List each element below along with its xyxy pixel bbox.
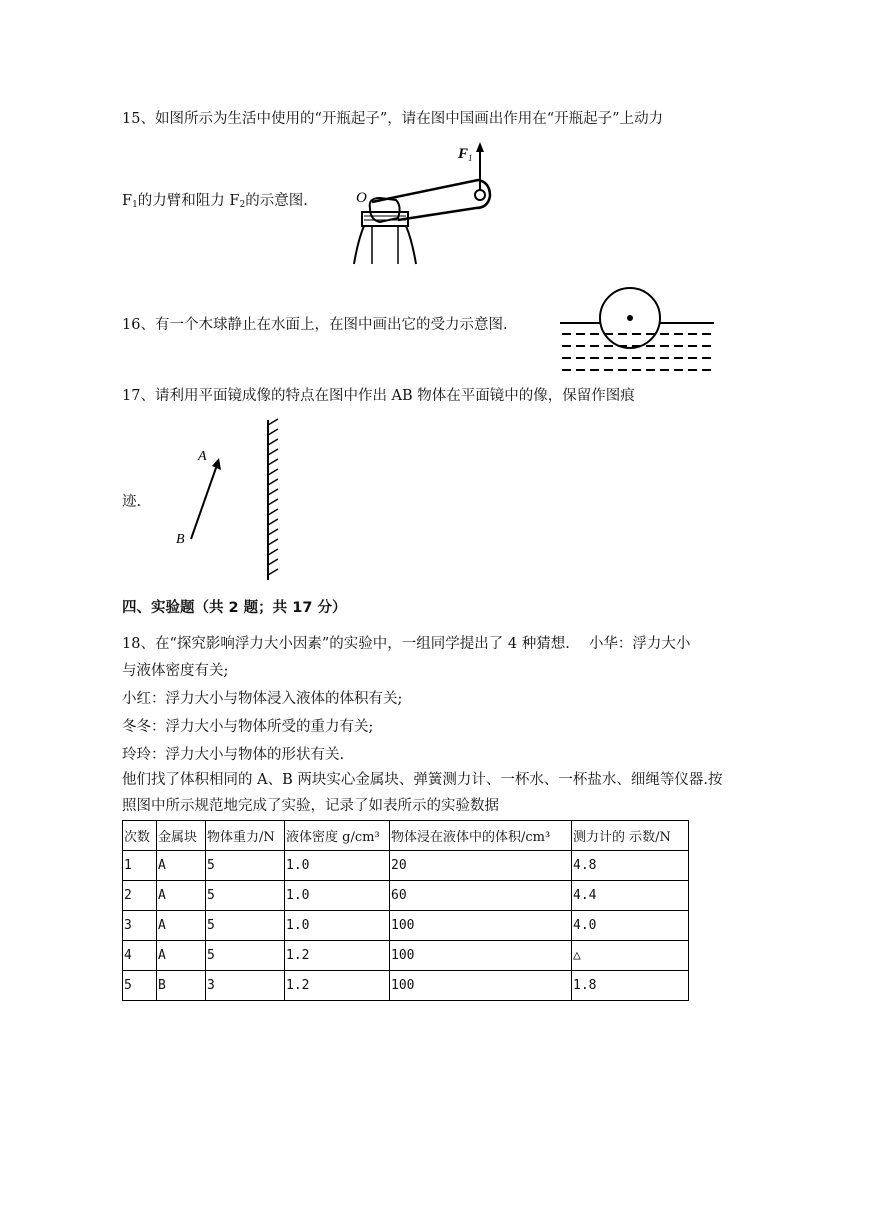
q15-f1-symbol: F: [122, 193, 133, 209]
table-cell: 100: [390, 941, 572, 971]
table-cell: 4.8: [572, 851, 689, 881]
table-header-cell: 物体浸在液体中的体积/cm³: [390, 821, 572, 851]
table-cell: 60: [390, 881, 572, 911]
table-row: [123, 881, 689, 911]
table-cell: A: [157, 911, 206, 941]
table-cell: 3: [123, 911, 157, 941]
table-row: [123, 851, 689, 881]
table-cell: 1.0: [285, 851, 390, 881]
q18-line-2: 小红：浮力大小与物体浸入液体的体积有关;: [122, 691, 403, 707]
figure-label-b: B: [176, 532, 185, 547]
table-header-cell: 次数: [123, 821, 157, 851]
q15-f1-subscript: 1: [132, 200, 138, 210]
table-cell: 1.2: [285, 971, 390, 1001]
table-cell: 1: [123, 851, 157, 881]
table-header-cell: 金属块: [157, 821, 206, 851]
bottle-opener-figure: [340, 140, 510, 265]
table-cell: A: [157, 851, 206, 881]
table-header-cell: 测力计的 示数/N: [572, 821, 689, 851]
table-cell: 5: [206, 851, 285, 881]
q15-text-line1: 15、如图所示为生活中使用的“开瓶起子”，请在图中国画出作用在“开瓶起子”上动力: [122, 111, 664, 127]
table-cell: 5: [206, 911, 285, 941]
table-cell: 100: [390, 971, 572, 1001]
q15-text-line2: [122, 191, 308, 215]
q18-line-6: 照图中所示规范地完成了实验，记录了如表所示的实验数据: [122, 798, 499, 814]
q17-text-line1: 17、请利用平面镜成像的特点在图中作出 AB 物体在平面镜中的像，保留作图痕: [122, 388, 635, 404]
table-row: [123, 941, 689, 971]
table-cell: 1.2: [285, 941, 390, 971]
table-cell: A: [157, 881, 206, 911]
figure-label-f1: F: [458, 146, 469, 162]
table-cell: △: [572, 941, 689, 971]
table-cell: 100: [390, 911, 572, 941]
figure-label-o: O: [356, 190, 367, 206]
q18-line-5: 他们找了体积相同的 A、B 两块实心金属块、弹簧测力计、一杯水、一杯盐水、细绳等仪器.按: [122, 772, 723, 788]
q18-line-1: 与液体密度有关;: [122, 663, 229, 679]
table-header-row: [123, 821, 689, 851]
mirror-figure: [170, 415, 290, 585]
section-title: 四、实验题（共 2 题；共 17 分）: [122, 600, 347, 616]
q18-line-4: 玲玲：浮力大小与物体的形状有关.: [122, 747, 345, 763]
table-header-cell: 物体重力/N: [206, 821, 285, 851]
q17-text-line2: 迹.: [122, 494, 142, 510]
q16-text: 16、有一个木球静止在水面上，在图中画出它的受力示意图.: [122, 317, 508, 333]
table-cell: 4.4: [572, 881, 689, 911]
q18-line-3: 冬冬：浮力大小与物体所受的重力有关;: [122, 719, 374, 735]
table-cell: 4.0: [572, 911, 689, 941]
table-header-cell: 液体密度 g/cm³: [285, 821, 390, 851]
table-cell: 5: [123, 971, 157, 1001]
table-row: [123, 971, 689, 1001]
table-cell: 1.8: [572, 971, 689, 1001]
table-cell: A: [157, 941, 206, 971]
q15-text-suffix: 的示意图.: [245, 193, 308, 209]
q15-f2-subscript: 2: [239, 200, 246, 210]
wooden-ball-figure: [558, 285, 718, 385]
figure-label-a: A: [198, 449, 207, 464]
table-cell: 4: [123, 941, 157, 971]
table-cell: 2: [123, 881, 157, 911]
table-cell: B: [157, 971, 206, 1001]
experiment-data-table: [122, 820, 689, 1001]
table-cell: 5: [206, 881, 285, 911]
table-row: [123, 911, 689, 941]
table-cell: 1.0: [285, 911, 390, 941]
q15-text-mid: 的力臂和阻力 F: [137, 193, 240, 209]
table-cell: 5: [206, 941, 285, 971]
table-cell: 1.0: [285, 881, 390, 911]
table-cell: 3: [206, 971, 285, 1001]
figure-label-f1-sub: 1: [468, 153, 473, 163]
table-cell: 20: [390, 851, 572, 881]
q18-line-0: 18、在“探究影响浮力大小因素”的实验中，一组同学提出了 4 种猜想. 小华：浮力大小: [122, 636, 691, 652]
